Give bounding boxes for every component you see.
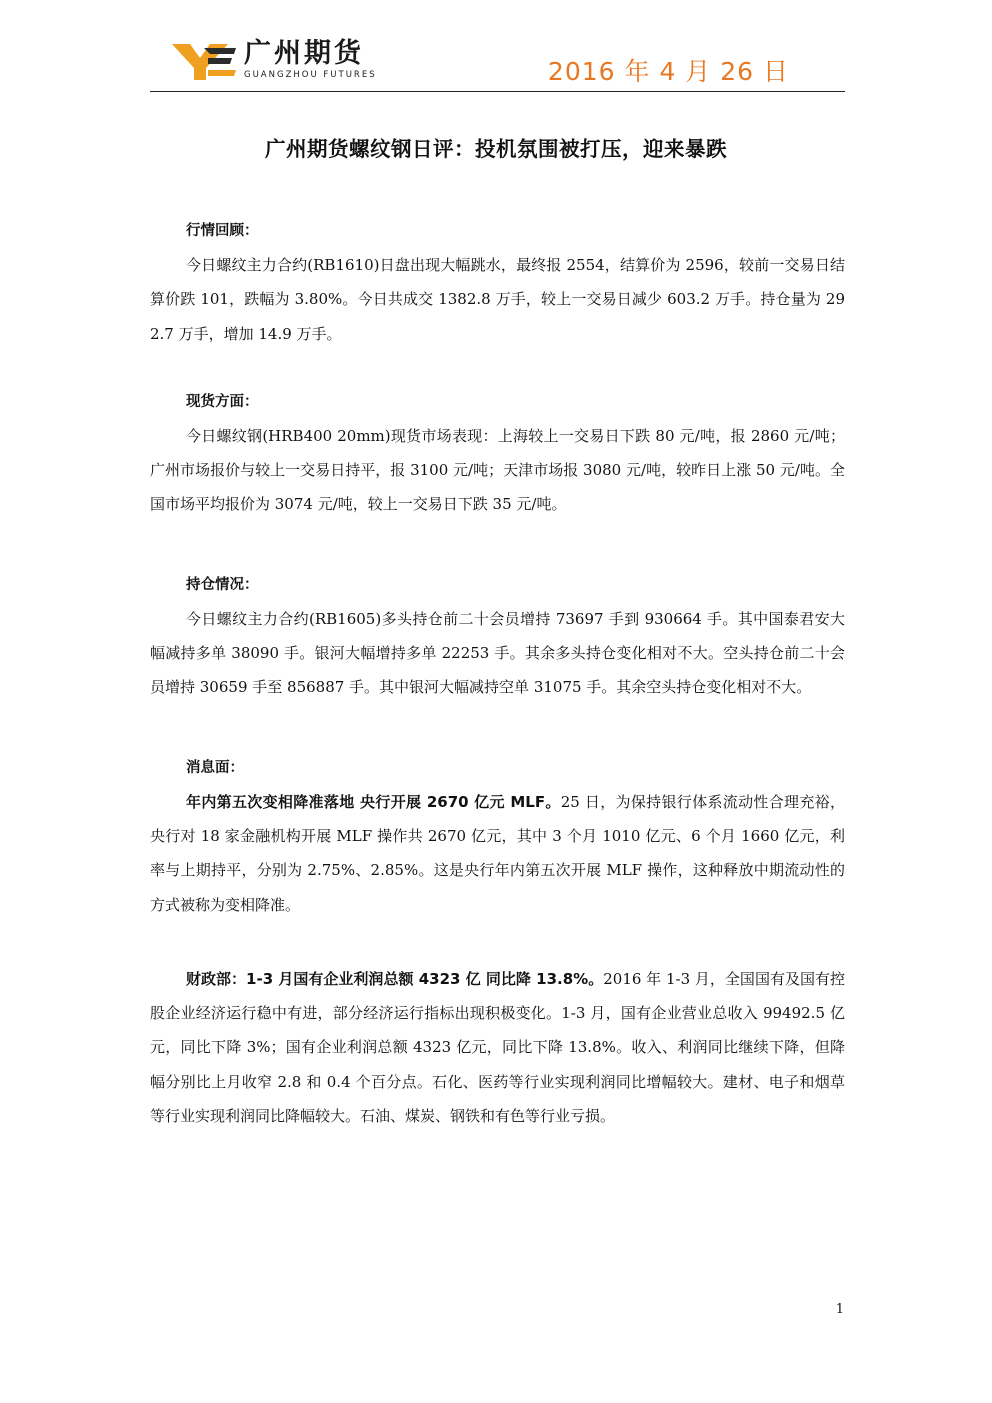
news-item-1-text: 25 日，为保持银行体系流动性合理充裕，央行对 18 家金融机构开展 MLF 操作共 2670 亿元，其中 3 个月 1010 亿元、6 个月 1660 亿元，利率与上期持平，分别为 2.75%、2.85%。这是央行年内第五次开展 MLF 操作，这种释放中期流动性的方式被称为变相降准。 — [150, 792, 846, 914]
section-text-review: 今日螺纹主力合约(RB1610)日盘出现大幅跳水，最终报 2554，结算价为 2596，较前一交易日结算价跌 101，跌幅为 3.80%。今日共成交 1382.8 万手，较上一交易日减少 603.2 万手。持仓量为 292.7 万手，增加 14.9 万手。 — [150, 256, 845, 343]
section-heading-spot: 现货方面： — [186, 393, 259, 410]
document-body — [150, 214, 845, 1133]
section-heading-review: 行情回顾： — [186, 223, 259, 239]
news-item-1 — [150, 785, 845, 922]
logo-name-cn: 广州期货 — [244, 38, 364, 69]
page-header — [150, 30, 845, 92]
report-date: 2016 年 4 月 26 日 — [547, 57, 789, 86]
document-title: 广州期货螺纹钢日评：投机氛围被打压，迎来暴跌 — [265, 137, 727, 161]
news-item-2 — [150, 962, 845, 1133]
news-item-2-text: 2016 年 1-3 月，全国国有及国有控股企业经济运行稳中有进，部分经济运行指标出现积极变化。1-3 月，国有企业营业总收入 99492.5 亿元，同比下降 3%；国有企业利润总额 4323 亿元，同比下降 13.8%。收入、利润同比继续下降，但降幅分别比上月收窄 2.8 和 0.4 个百分点。石化、医药等行业实现利润同比增幅较大。建材、电子和烟草等行业实现利润同比降幅较大。石油、煤炭、钢铁和有色等行业亏损。 — [150, 969, 845, 1126]
header-divider — [150, 91, 845, 92]
section-text-spot: 今日螺纹钢(HRB400 20mm)现货市场表现：上海较上一交易日下跌 80 元/吨，报 2860 元/吨；广州市场报价与较上一交易日持平，报 3100 元/吨；天津市场报 3080 元/吨，较昨日上涨 50 元/吨。全国市场平均报价为 3074 元/吨，较上一交易日下跌 35 元/吨。 — [150, 426, 845, 514]
section-text-positions: 今日螺纹主力合约(RB1605)多头持仓前二十会员增持 73697 手到 930664 手。其中国泰君安大幅减持多单 38090 手。银河大幅增持多单 22253 手。其余多头持仓变化相对不大。空头持仓前二十会员增持 30659 手至 856887 手。其中银河大幅减持空单 31075 手。其余空头持仓变化相对不大。 — [150, 609, 845, 697]
section-heading-news: 消息面： — [186, 759, 244, 776]
logo-name-en: GUANGZHOU FUTURES — [244, 70, 377, 80]
news-item-1-headline: 年内第五次变相降准落地 央行开展 2670 亿元 MLF。 — [186, 792, 561, 811]
yf-logo-icon — [170, 38, 238, 82]
company-logo — [170, 36, 377, 84]
page-number: 1 — [835, 1302, 844, 1317]
news-item-2-headline: 财政部：1-3 月国有企业利润总额 4323 亿 同比降 13.8%。 — [186, 969, 604, 988]
section-heading-positions: 持仓情况： — [186, 576, 259, 593]
